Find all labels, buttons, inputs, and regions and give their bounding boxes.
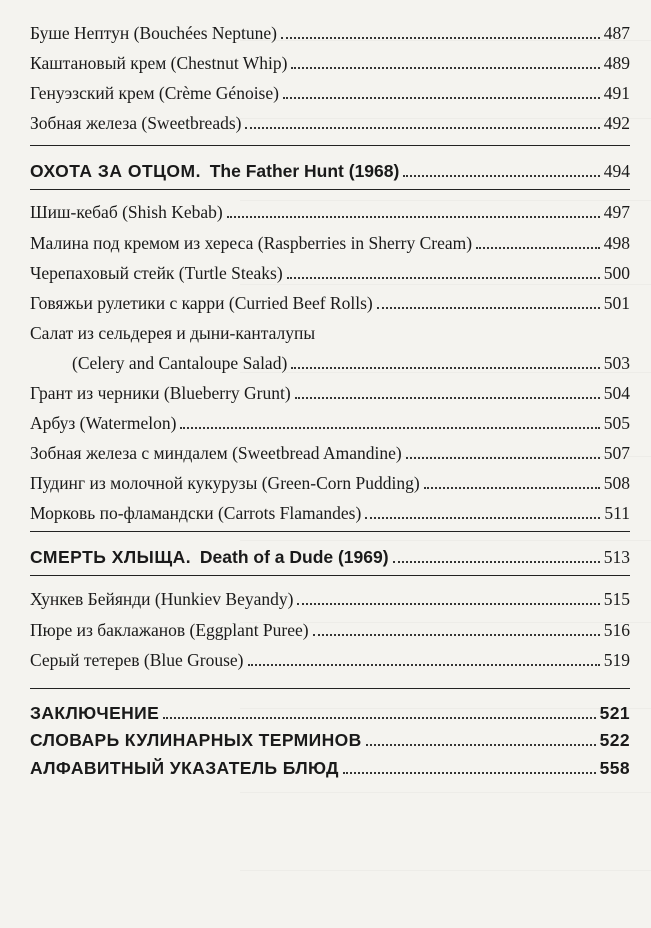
toc-entry [30, 22, 630, 44]
chapter-title-ru: СМЕРТЬ ХЛЫЩА. [30, 547, 192, 567]
toc-entry [30, 112, 630, 134]
toc-entry [30, 502, 630, 524]
entry-title: Пюре из баклажанов (Eggplant Puree) [30, 620, 309, 640]
leader-dots [281, 37, 600, 39]
leader-dots [287, 277, 600, 279]
leader-dots [366, 744, 596, 746]
entry-title: Салат из сельдерея и дыни-канталупы [30, 323, 316, 343]
section-divider [30, 531, 630, 532]
entry-title: Зобная железа с миндалем (Sweetbread Amandine) [30, 443, 402, 463]
entry-page: 503 [603, 353, 630, 373]
toc-entry [30, 382, 630, 404]
leader-dots [393, 561, 600, 563]
entry-title: ЗАКЛЮЧЕНИЕ [30, 703, 160, 723]
entry-title: СЛОВАРЬ КУЛИНАРНЫХ ТЕРМИНОВ [30, 730, 362, 750]
entry-page: 501 [603, 293, 630, 313]
toc-entry [30, 412, 630, 434]
entry-title: Арбуз (Watermelon) [30, 413, 177, 433]
chapter-page: 494 [603, 161, 630, 181]
entry-page: 500 [603, 263, 630, 283]
toc-entry [30, 201, 630, 223]
section-divider [30, 145, 630, 146]
leader-dots [291, 367, 599, 369]
back-matter-entry [30, 757, 630, 779]
leader-dots [245, 127, 599, 129]
back-matter-entry [30, 729, 630, 751]
toc-entry [30, 82, 630, 104]
entry-page: 491 [603, 83, 630, 103]
toc-entry [30, 442, 630, 464]
chapter-heading [30, 546, 630, 568]
leader-dots [283, 97, 600, 99]
leader-dots [476, 247, 600, 249]
leader-dots [313, 634, 600, 636]
entry-page: 522 [599, 730, 630, 750]
entry-title-continued: (Celery and Cantaloupe Salad) [72, 353, 288, 373]
entry-title: Морковь по-фламандски (Carrots Flamandes) [30, 503, 362, 523]
entry-page: 498 [603, 233, 630, 253]
entry-title: Каштановый крем (Chestnut Whip) [30, 53, 288, 73]
entry-title: Малина под кремом из хереса (Raspberries in Sherry Cream) [30, 233, 473, 253]
entry-page: 508 [603, 473, 630, 493]
toc-entry [30, 52, 630, 74]
entry-page: 519 [603, 650, 630, 670]
entry-title: Пудинг из молочной кукурузы (Green-Corn Pudding) [30, 473, 420, 493]
chapter-title-ru: ОХОТА ЗА ОТЦОМ. [30, 161, 201, 181]
toc-entry [30, 588, 630, 610]
leader-dots [403, 175, 599, 177]
entry-page: 511 [604, 503, 630, 523]
toc-entry [30, 472, 630, 494]
entry-title: АЛФАВИТНЫЙ УКАЗАТЕЛЬ БЛЮД [30, 758, 339, 778]
entry-page: 487 [603, 23, 630, 43]
leader-dots [365, 517, 600, 519]
toc-entry [30, 232, 630, 254]
leader-dots [406, 457, 600, 459]
entry-title: Генуэзский крем (Crème Génoise) [30, 83, 279, 103]
entry-page: 489 [603, 53, 630, 73]
toc-entry [30, 649, 630, 671]
chapter-title-en: The Father Hunt (1968) [209, 161, 400, 181]
entry-page: 504 [603, 383, 630, 403]
leader-dots [248, 664, 600, 666]
section-divider [30, 575, 630, 576]
entry-title: Говяжьи рулетики с карри (Curried Beef Rolls) [30, 293, 373, 313]
entry-title: Серый тетерев (Blue Grouse) [30, 650, 244, 670]
toc-entry-multiline [30, 322, 630, 374]
entry-page: 515 [603, 589, 630, 609]
leader-dots [163, 717, 595, 719]
entry-title: Буше Нептун (Bouchées Neptune) [30, 23, 278, 43]
section-divider [30, 688, 630, 689]
leader-dots [291, 67, 599, 69]
back-matter-entry [30, 702, 630, 724]
bleed-through-texture [240, 0, 651, 928]
leader-dots [424, 487, 600, 489]
entry-page: 505 [603, 413, 630, 433]
chapter-page: 513 [603, 547, 630, 567]
entry-title: Грант из черники (Blueberry Grunt) [30, 383, 291, 403]
entry-title: Черепаховый стейк (Turtle Steaks) [30, 263, 283, 283]
leader-dots [343, 772, 596, 774]
entry-page: 516 [603, 620, 630, 640]
chapter-title-en: Death of a Dude (1969) [199, 547, 389, 567]
chapter-heading [30, 160, 630, 182]
leader-dots [297, 603, 599, 605]
entry-page: 507 [603, 443, 630, 463]
toc-entry [30, 292, 630, 314]
entry-title: Хункев Бейянди (Hunkiev Beyandy) [30, 589, 294, 609]
toc-entry [30, 619, 630, 641]
entry-page: 497 [603, 202, 630, 222]
section-divider [30, 189, 630, 190]
entry-page: 521 [599, 703, 630, 723]
toc-entry [30, 262, 630, 284]
entry-title: Зобная железа (Sweetbreads) [30, 113, 242, 133]
entry-title: Шиш-кебаб (Shish Kebab) [30, 202, 223, 222]
leader-dots [377, 307, 600, 309]
leader-dots [227, 216, 600, 218]
leader-dots [180, 427, 599, 429]
entry-page: 492 [603, 113, 630, 133]
entry-page: 558 [599, 758, 630, 778]
leader-dots [295, 397, 600, 399]
